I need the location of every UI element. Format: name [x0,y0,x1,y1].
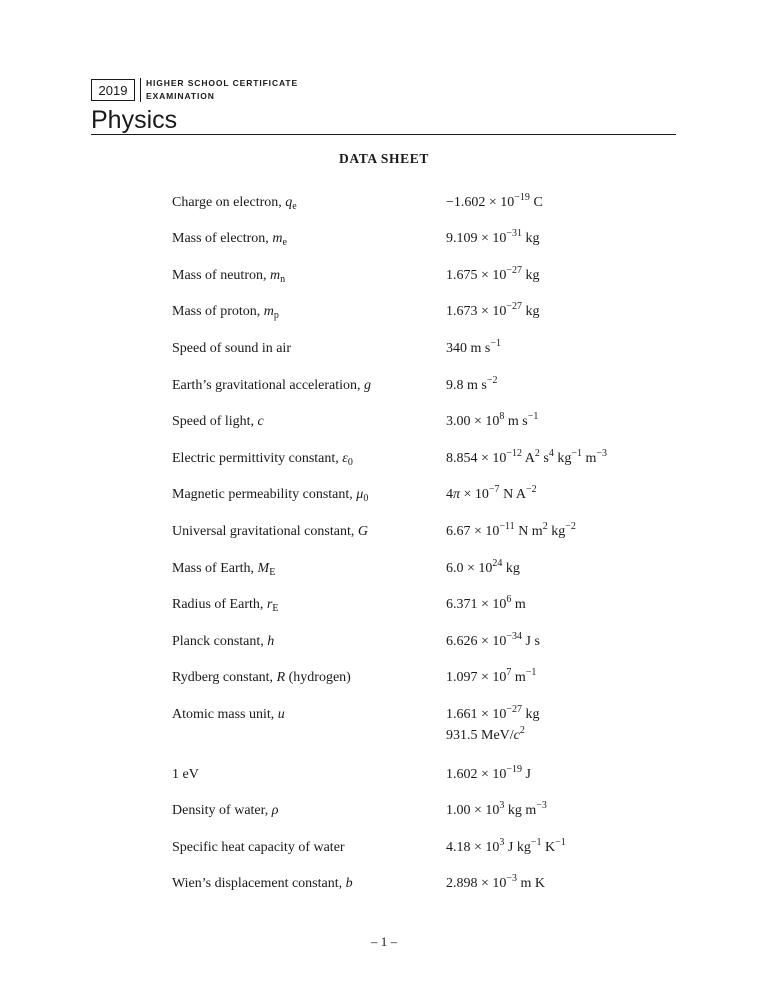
constant-row [172,837,672,864]
exam-title-line1: HIGHER SCHOOL CERTIFICATE [146,78,299,88]
constant-value: $8.854 \times 10^{-12}$ $A^2$ $s^4$ $kg^{-1}$ $m^{-3}$ [446,448,608,466]
exam-title [146,77,298,103]
constant-row [172,448,672,475]
data-sheet-title: DATA SHEET [339,151,429,166]
constant-row [172,800,672,827]
constant-label: Density of water, ρ [172,803,279,818]
constant-value: $1.097 \times 10^7$ $m^{-1}$ [446,667,537,685]
constant-value: $-1.602 \times 10^{-19}$ C [446,192,543,210]
constant-row [172,228,672,255]
constant-row [172,338,672,365]
constant-value: $3.00 \times 10^8$ m $s^{-1}$ [446,411,539,429]
constant-row [172,375,672,402]
constant-row [172,558,672,585]
constant-value: $6.626 \times 10^{-34}$ J s [446,631,540,649]
constant-label: Universal gravitational constant, G [172,524,368,539]
constant-row [172,873,672,900]
constant-label: Electric permittivity constant, $\varepsilon_0$ [172,451,353,468]
constant-value: $1.675 \times 10^{-27}$ kg [446,265,540,283]
constant-value: 340 m $s^{-1}$ [446,338,501,356]
constant-value: $1.661 \times 10^{-27}$ kg [446,704,540,722]
constant-row [172,764,672,791]
constant-row [172,411,672,438]
constant-row [172,667,672,694]
constant-label: Speed of sound in air [172,341,291,356]
constant-label: Mass of neutron, $m_n$ [172,268,286,285]
constant-value: $6.0 \times 10^{24}$ kg [446,558,520,576]
constant-value: $2.898 \times 10^{-3}$ m K [446,873,546,891]
constant-label: Radius of Earth, $r_E$ [172,597,279,614]
constant-value: $6.67 \times 10^{-11}$ N $m^2$ $kg^{-2}$ [446,521,576,539]
constant-label: Specific heat capacity of water [172,840,345,855]
constant-label: Charge on electron, $q_e$ [172,195,297,212]
page-number: – 1 – [371,934,397,949]
constant-label: 1 eV [172,767,199,782]
constant-value-alt: 931.5 MeV/$c^2$ [446,725,525,743]
constant-row [172,265,672,292]
exam-title-line2: EXAMINATION [146,91,215,101]
constant-value: $1.00 \times 10^3$ kg $m^{-3}$ [446,800,547,818]
constant-value: $6.371 \times 10^6$ m [446,594,526,612]
constant-value: $4.18 \times 10^3$ J $kg^{-1}$ $K^{-1}$ [446,837,566,855]
constant-label: Wien’s displacement constant, b [172,876,353,891]
constant-value: 9.8 m $s^{-2}$ [446,375,498,393]
constant-row [172,631,672,658]
constant-row [172,594,672,621]
constant-value: $9.109 \times 10^{-31}$ kg [446,228,540,246]
constant-label: Mass of electron, $m_e$ [172,231,287,248]
constant-row [172,192,672,219]
constant-row [172,704,672,743]
exam-year: 2019 [91,79,135,101]
constant-row [172,521,672,548]
constant-row [172,301,672,328]
constant-value: $4\pi \times 10^{-7}$ N $A^{-2}$ [446,484,537,502]
constant-row [172,484,672,511]
constant-label: Atomic mass unit, u [172,707,285,722]
constant-label: Mass of proton, $m_p$ [172,304,279,321]
constant-label: Rydberg constant, R (hydrogen) [172,670,351,685]
constant-value: $1.673 \times 10^{-27}$ kg [446,301,540,319]
subject-title: Physics [91,106,178,134]
constant-label: Speed of light, c [172,414,264,429]
constant-label: Earth’s gravitational acceleration, g [172,378,372,393]
constant-label: Mass of Earth, $M_E$ [172,561,276,578]
constant-label: Magnetic permeability constant, $\mu_0$ [172,487,369,504]
header-rule [91,134,676,135]
constant-value: $1.602 \times 10^{-19}$ J [446,764,531,782]
header-divider [140,78,141,102]
constant-label: Planck constant, h [172,634,275,649]
